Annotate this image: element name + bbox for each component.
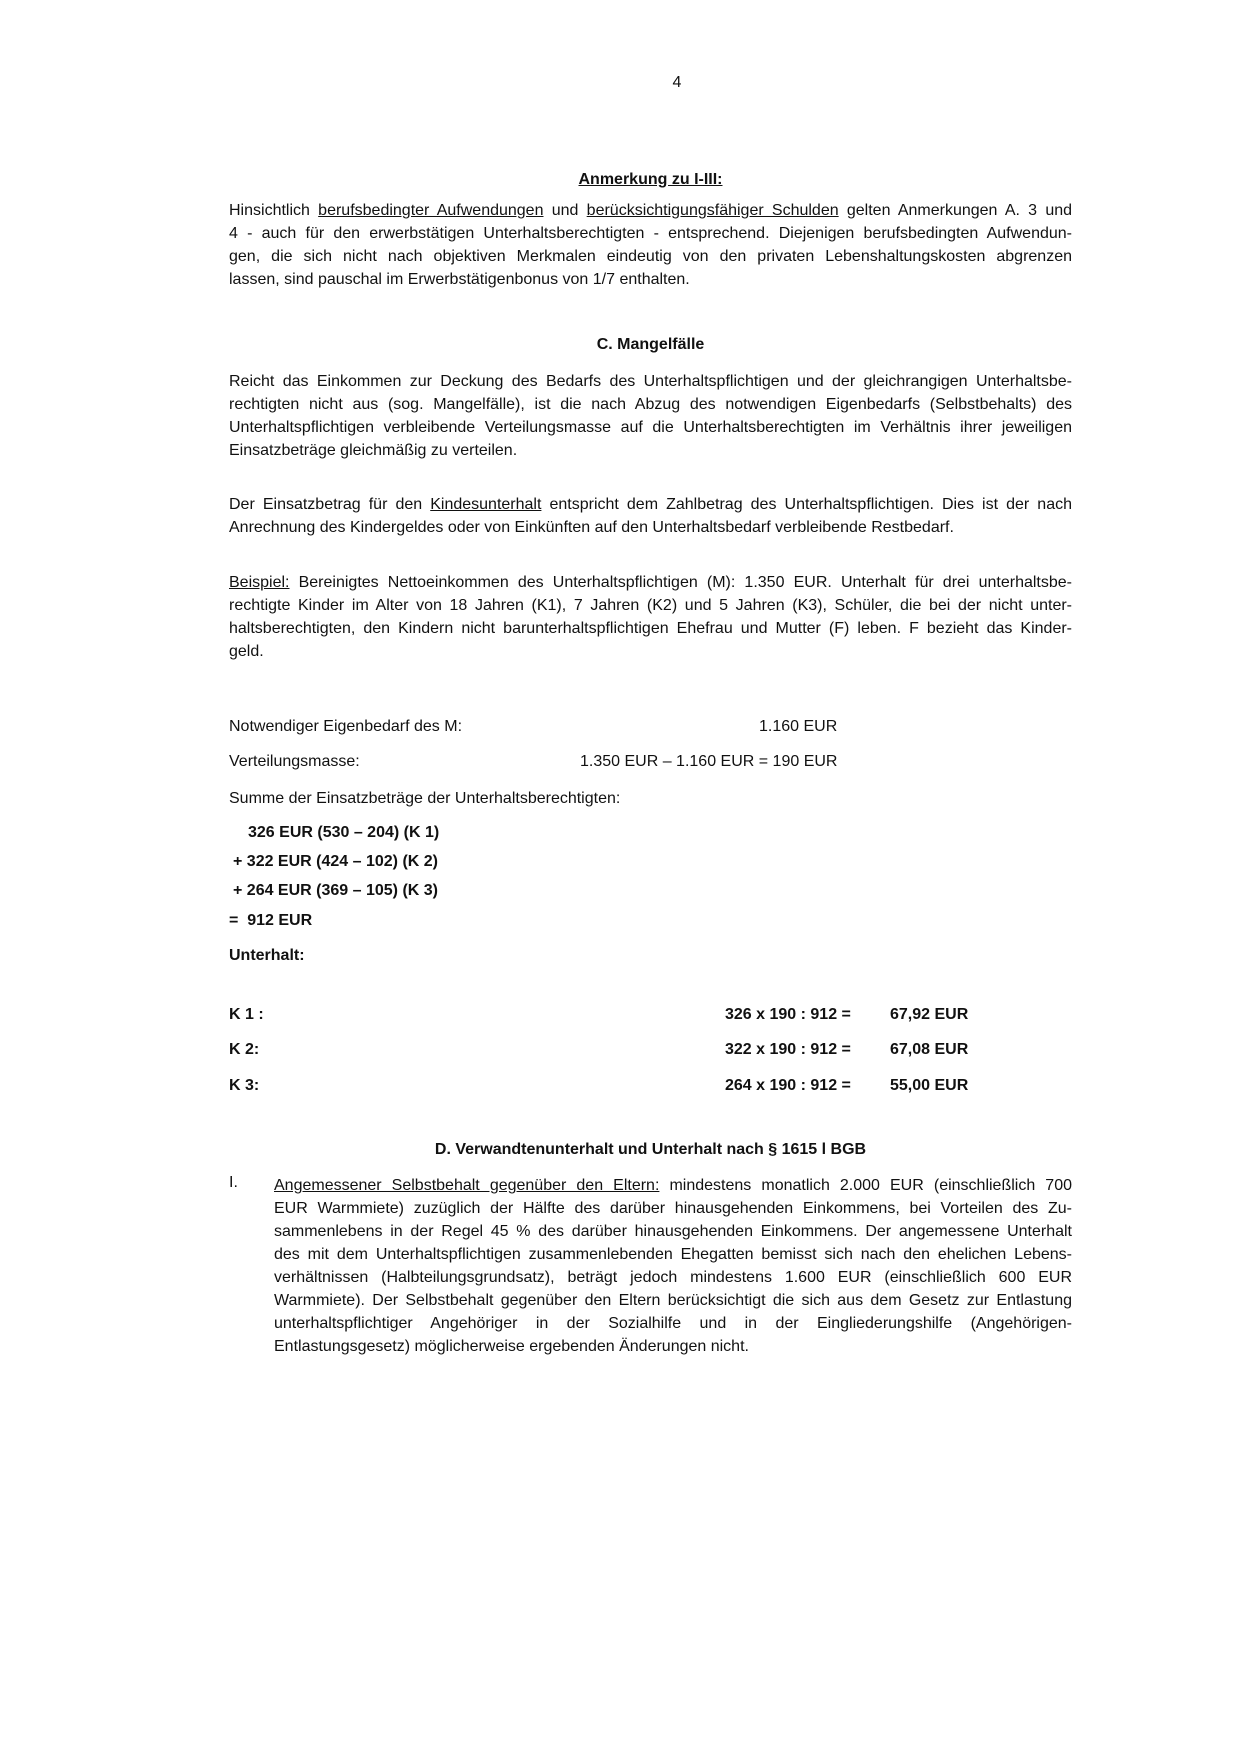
verwandten-paragraph [274,1174,1072,1358]
text-line: Warmmiete). Der Selbstbehalt gegenüber den Eltern berücksichtigt die sich aus dem Gesetz zur Entlastung [274,1292,1072,1309]
result-label: K 1 : [229,1006,264,1023]
text-line: EUR Warmmiete) zuzüglich der Hälfte des darüber hinausgehenden Einkommens, bei Vorteilen des Zu- [274,1200,1072,1217]
result-value: 67,92 EUR [890,1006,969,1023]
result-label: K 3: [229,1077,260,1094]
mangelfaelle-heading: C. Mangelfälle [596,336,705,353]
text-line: verhältnissen (Halbteilungsgrundsatz), beträgt jedoch mindestens 1.600 EUR (einschließlich 600 EUR [274,1269,1072,1286]
result-calc: 264 x 190 : 912 = [725,1077,851,1094]
underlined-term: berücksichtigungsfähiger Schulden [586,202,839,219]
underlined-term: Beispiel: [229,574,290,591]
text-line: Unterhaltspflichtigen verbleibende Verteilungsmasse auf die Unterhaltsberechtigten im Verhältnis ihrer jeweiligen [229,419,1072,436]
text-line: gen, die sich nicht nach objektiven Merkmalen eindeutig von den privaten Lebenshaltungskosten abgrenzen [229,248,1072,265]
text-line: haltsberechtigten, den Kindern nicht barunterhaltspflichtigen Ehefrau und Mutter (F) leben. F bezieht das Kinder- [229,620,1072,637]
page-number: 4 [672,74,682,91]
verteilungsmasse-row [229,751,1072,773]
text-line: Anrechnung des Kindergeldes oder von Einkünften auf den Unterhaltsbedarf verbleibende Restbedarf. [229,519,954,536]
text-line: geld. [229,643,264,660]
anmerkung-paragraph [229,199,1072,291]
result-row-k2 [229,1039,1072,1061]
underlined-term: berufsbedingter Aufwendungen [318,202,544,219]
summe-item: + 322 EUR (424 – 102) (K 2) [233,853,438,870]
anmerkung-heading: Anmerkung zu I-III: [578,171,723,188]
verteilungsmasse-value: 1.350 EUR – 1.160 EUR = 190 EUR [580,753,838,770]
summe-item: 326 EUR (530 – 204) (K 1) [248,824,440,841]
text-line: unterhaltspflichtiger Angehöriger in der Sozialhilfe und in der Eingliederungshilfe (Angehörigen- [274,1315,1072,1332]
result-row-k1 [229,1004,1072,1026]
text-line: des mit dem Unterhaltspflichtigen zusammenlebenden Ehegatten bemisst sich nach den ehelichen Lebens- [274,1246,1072,1263]
beispiel-paragraph [229,571,1072,663]
summe-total: = 912 EUR [229,912,313,929]
text-line: sammenlebens in der Regel 45 % des darüber hinausgehenden Einkommens. Der angemessene Unterhalt [274,1223,1072,1240]
text-line: rechtigten nicht aus (sog. Mangelfälle), ist die nach Abzug des notwendigen Eigenbedarfs (Selbstbehalts) des [229,396,1072,413]
verwandten-heading: D. Verwandtenunterhalt und Unterhalt nach § 1615 l BGB [434,1141,867,1158]
enum-number: I. [229,1174,238,1191]
unterhalt-label: Unterhalt: [229,947,305,964]
result-label: K 2: [229,1041,260,1058]
text-line: lassen, sind pauschal im Erwerbstätigenbonus von 1/7 enthalten. [229,271,690,288]
underlined-term: Angemessener Selbstbehalt gegenüber den Eltern: [274,1177,660,1194]
result-value: 55,00 EUR [890,1077,969,1094]
eigenbedarf-label: Notwendiger Eigenbedarf des M: [229,718,463,735]
text-line: Der Einsatzbetrag für den Kindesunterhalt entspricht dem Zahlbetrag des Unterhaltspflichtigen. Dies ist der nach [229,496,1073,513]
text-line: Entlastungsgesetz) möglicherweise ergebenden Änderungen nicht. [274,1338,749,1355]
result-calc: 322 x 190 : 912 = [725,1041,851,1058]
text-line: Hinsichtlich berufsbedingter Aufwendungen und berücksichtigungsfähiger Schulden gelten Anmerkungen A. 3 und [229,202,1073,219]
text-line: Angemessener Selbstbehalt gegenüber den Eltern: mindestens monatlich 2.000 EUR (einschließlich 700 [274,1177,1072,1194]
text-line: Reicht das Einkommen zur Deckung des Bedarfs des Unterhaltspflichtigen und der gleichrangigen Unterhaltsbe- [229,373,1072,390]
result-calc: 326 x 190 : 912 = [725,1006,851,1023]
text-line: Beispiel: Bereinigtes Nettoeinkommen des Unterhaltspflichtigen (M): 1.350 EUR. Unterhalt für drei unterhaltsbe- [229,574,1072,591]
mangelfaelle-paragraph-1 [229,370,1072,462]
text-line: Einsatzbeträge gleichmäßig zu verteilen. [229,442,518,459]
result-value: 67,08 EUR [890,1041,969,1058]
eigenbedarf-row [229,716,1072,738]
summe-item: + 264 EUR (369 – 105) (K 3) [233,882,438,899]
result-row-k3 [229,1075,1072,1097]
summe-label: Summe der Einsatzbeträge der Unterhaltsberechtigten: [229,790,621,807]
text-line: 4 - auch für den erwerbstätigen Unterhaltsberechtigten - entsprechend. Diejenigen berufsbedingten Aufwendun- [229,225,1072,242]
mangelfaelle-paragraph-2 [229,493,1072,539]
underlined-term: Kindesunterhalt [430,496,542,513]
eigenbedarf-value: 1.160 EUR [759,718,838,735]
verteilungsmasse-label: Verteilungsmasse: [229,753,360,770]
text-line: rechtigte Kinder im Alter von 18 Jahren (K1), 7 Jahren (K2) und 5 Jahren (K3), Schüler, die bei der nicht unter- [229,597,1072,614]
